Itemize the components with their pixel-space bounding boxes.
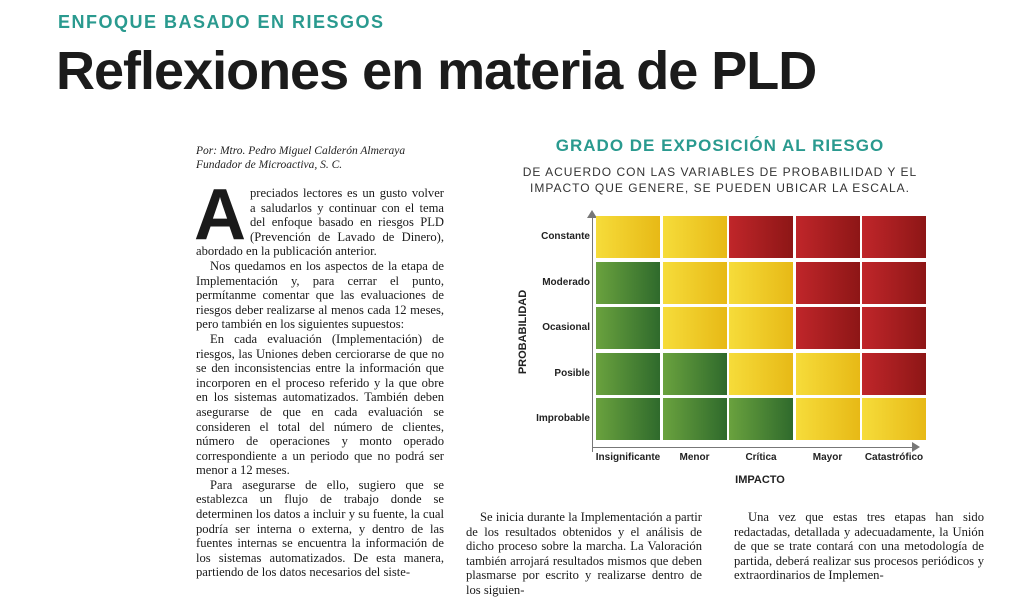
section-kicker: ENFOQUE BASADO EN RIESGOS [58, 12, 385, 32]
heatmap-cell-yellow [729, 307, 793, 349]
heatmap-cell-green [663, 398, 727, 440]
y-tick-label: Moderado [542, 276, 590, 288]
byline-role: Fundador de Microactiva, S. C. [196, 159, 343, 171]
y-axis-title: PROBABILIDAD [517, 289, 529, 375]
heatmap-cell-yellow [796, 353, 860, 395]
figure-subtitle [500, 164, 940, 196]
heatmap-cell-yellow [663, 307, 727, 349]
x-axis-line [592, 447, 912, 448]
figure-subtitle-line: IMPACTO QUE GENERE, SE PUEDEN UBICAR LA ESCALA. [530, 181, 910, 195]
risk-heatmap [596, 216, 922, 446]
heatmap-cell-green [596, 398, 660, 440]
article-column-1 [194, 175, 444, 580]
heatmap-cell-red [796, 262, 860, 304]
y-axis-line [592, 216, 593, 452]
heatmap-cell-green [596, 307, 660, 349]
figure-subtitle-line: DE ACUERDO CON LAS VARIABLES DE PROBABILIDAD Y EL [522, 165, 918, 179]
heatmap-cell-green [663, 353, 727, 395]
article-column-3 [734, 510, 984, 583]
y-tick-label: Posible [554, 367, 590, 379]
x-axis-title: IMPACTO [735, 474, 785, 486]
heatmap-cell-yellow [729, 353, 793, 395]
heatmap-cell-yellow [663, 216, 727, 258]
article-paragraph: Para asegurarse de ello, sugiero que se establezca un flujo de trabajo donde se determinen los datos a incluir y su fuente, la cual podría ser interna o externa, y dentro de las fuentes internas se encuentra la información de los sistemas automatizados. De esta manera, partiendo de los datos necesarios del siste- [196, 477, 444, 580]
article-column-2 [466, 510, 702, 598]
x-tick-label: Menor [679, 452, 710, 463]
article-paragraph: En cada evaluación (Implementación) de riesgos, las Uniones deben cerciorarse de que no se den inconsistencias entre la información que incorporen en el proceso referido y la que obre en los sistemas automatizados. También deben asegurarse de que en cada evaluación se consideren el total del número de clientes, número de operaciones y monto operado correspondiente a un periodo que no podrá ser menor a 12 meses. [196, 331, 444, 478]
heatmap-cell-red [796, 307, 860, 349]
heatmap-cell-red [862, 307, 926, 349]
x-tick-label: Catastrófico [864, 452, 924, 463]
page-title: Reflexiones en materia de PLD [56, 41, 817, 101]
y-tick-label: Improbable [536, 413, 590, 424]
article-paragraph [194, 175, 444, 259]
article-paragraph: Nos quedamos en los aspectos de la etapa de Implementación y, para cerrar el punto, permítanme comentar que las evaluaciones de riesgos deber realizarse al menos cada 12 meses, pero también en los siguientes supuestos: [196, 258, 444, 332]
article-paragraph: Se inicia durante la Implementación a partir de los resultados obtenidos y el análisis de dicho proceso sobre la marcha. La Valoración también arrojará resultados mismos que deben plasmarse por escrito y realizarse dentro de los siguien- [466, 510, 702, 597]
heatmap-cell-green [729, 398, 793, 440]
heatmap-cell-yellow [596, 216, 660, 258]
heatmap-cell-red [729, 216, 793, 258]
paragraph-text: preciados lectores es un gusto volver a saludarlos y continuar con el tema del enfoque basado en riesgos PLD (Prevención de Lavado de Dinero), abordado en la publicación anterior. [196, 186, 444, 259]
heatmap-cell-yellow [663, 262, 727, 304]
heatmap-cell-green [596, 353, 660, 395]
heatmap-cell-yellow [796, 398, 860, 440]
heatmap-cell-yellow [862, 398, 926, 440]
article-paragraph: Una vez que estas tres etapas han sido redactadas, detallada y adecuadamente, la Unión de que se trate contará con una metodología de partida, deberá realizar sus procesos periódicos y extraordinarios de Implemen- [734, 510, 984, 583]
y-tick-label: Constante [541, 231, 590, 242]
figure-title: GRADO DE EXPOSICIÓN AL RIESGO [555, 136, 885, 155]
heatmap-cell-red [796, 216, 860, 258]
heatmap-cell-red [862, 216, 926, 258]
x-tick-label: Crítica [745, 452, 777, 463]
heatmap-cell-green [596, 262, 660, 304]
y-tick-label: Ocasional [542, 322, 590, 333]
byline [196, 144, 466, 172]
byline-author: Por: Mtro. Pedro Miguel Calderón Almeraya [196, 145, 406, 157]
heatmap-cell-red [862, 353, 926, 395]
drop-cap: A [194, 175, 246, 255]
x-tick-label: Mayor [812, 452, 843, 463]
heatmap-cell-yellow [729, 262, 793, 304]
heatmap-cell-red [862, 262, 926, 304]
x-tick-label: Insignificante [595, 452, 661, 463]
